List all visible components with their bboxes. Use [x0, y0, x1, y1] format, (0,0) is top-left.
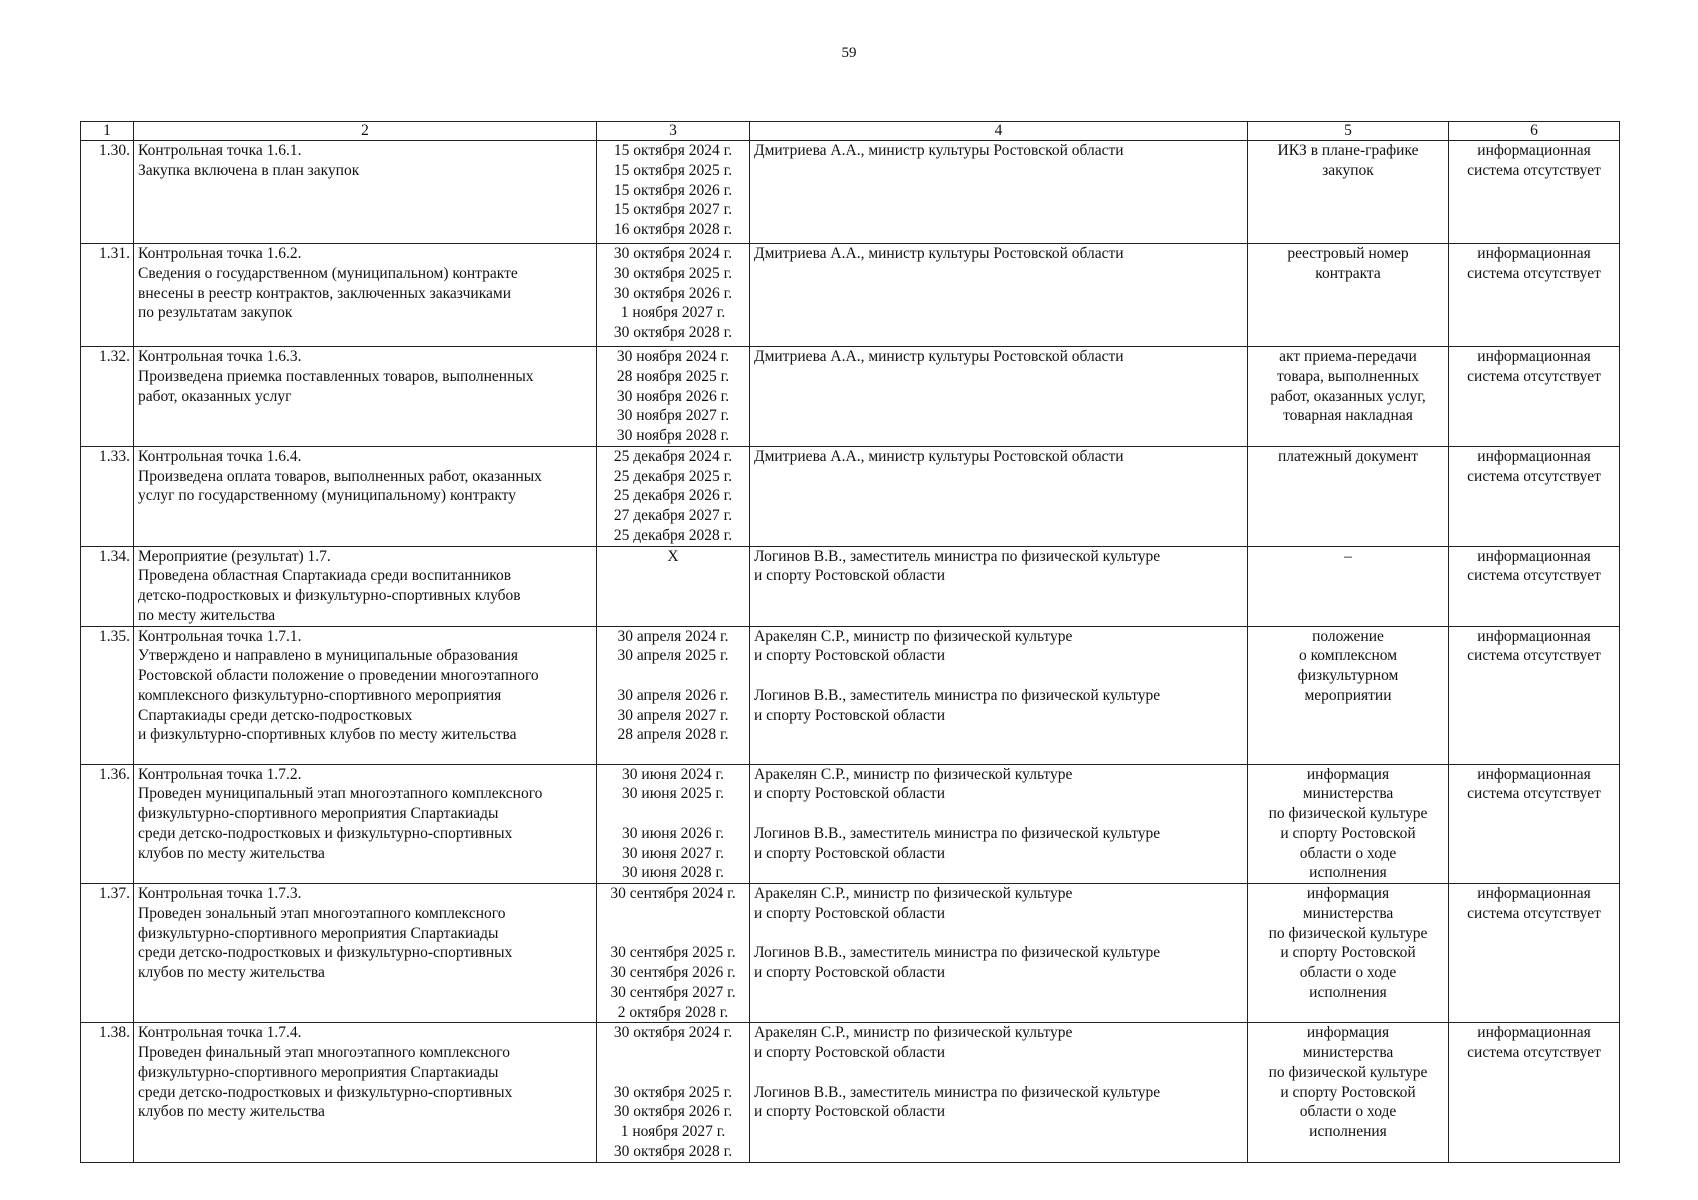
item-description: Закупка включена в план закупок: [138, 161, 360, 179]
item-cell: [134, 141, 597, 244]
item-cell: [134, 244, 597, 347]
information-system: информационная система отсутствует: [1449, 626, 1620, 764]
column-header-2: 2: [134, 122, 597, 141]
confirming-document: информация министерства по физической культуре и спорту Ростовской области о ходе исполнения: [1248, 764, 1449, 884]
information-system: информационная система отсутствует: [1449, 347, 1620, 447]
confirming-document: ИКЗ в плане-графике закупок: [1248, 141, 1449, 244]
row-number: 1.36.: [81, 764, 134, 884]
responsible-person: Дмитриева А.А., министр культуры Ростовской области: [750, 347, 1248, 447]
row-number: 1.37.: [81, 884, 134, 1023]
row-number: 1.35.: [81, 626, 134, 764]
information-system: информационная система отсутствует: [1449, 244, 1620, 347]
item-title: Контрольная точка 1.6.4.: [138, 447, 302, 465]
deadline-dates: 30 ноября 2024 г. 28 ноября 2025 г. 30 ноября 2026 г. 30 ноября 2027 г. 30 ноября 2028 г.: [597, 347, 750, 447]
deadline-dates: 30 июня 2024 г. 30 июня 2025 г. 30 июня 2026 г. 30 июня 2027 г. 30 июня 2028 г.: [597, 764, 750, 884]
responsible-person: Дмитриева А.А., министр культуры Ростовской области: [750, 141, 1248, 244]
table-row: [81, 347, 1620, 447]
item-title: Контрольная точка 1.6.3.: [138, 348, 302, 365]
item-cell: [134, 446, 597, 546]
item-cell: [134, 764, 597, 884]
row-number: 1.33.: [81, 446, 134, 546]
responsible-person: Аракелян С.Р., министр по физической культуре и спорту Ростовской области Логинов В.В., заместитель министра по физической культуре и спорту Ростовской области: [750, 764, 1248, 884]
responsible-person: Аракелян С.Р., министр по физической культуре и спорту Ростовской области Логинов В.В., заместитель министра по физической культуре и спорту Ростовской области: [750, 884, 1248, 1023]
item-cell: [134, 626, 597, 764]
item-title: Контрольная точка 1.6.2.: [138, 245, 302, 262]
item-title: Контрольная точка 1.7.4.: [138, 1024, 302, 1042]
table-row: [81, 884, 1620, 1023]
item-description: Произведена оплата товаров, выполненных работ, оказанных услуг по государственному (муниципальному) контракту: [138, 467, 542, 505]
confirming-document: акт приема-передачи товара, выполненных работ, оказанных услуг, товарная накладная: [1248, 347, 1449, 447]
table-row: [81, 1023, 1620, 1162]
item-cell: [134, 884, 597, 1023]
item-description: Произведена приемка поставленных товаров, выполненных работ, оказанных услуг: [138, 367, 534, 405]
item-cell: [134, 546, 597, 626]
column-header-5: 5: [1248, 122, 1449, 141]
confirming-document: информация министерства по физической культуре и спорту Ростовской области о ходе исполнения: [1248, 1023, 1449, 1162]
confirming-document: платежный документ: [1248, 446, 1449, 546]
deadline-dates: 30 октября 2024 г. 30 октября 2025 г. 30 октября 2026 г. 1 ноября 2027 г. 30 октября 2028 г.: [597, 1023, 750, 1162]
responsible-person: Аракелян С.Р., министр по физической культуре и спорту Ростовской области Логинов В.В., заместитель министра по физической культуре и спорту Ростовской области: [750, 626, 1248, 764]
information-system: информационная система отсутствует: [1449, 141, 1620, 244]
table-row: [81, 141, 1620, 244]
item-description: Сведения о государственном (муниципальном) контракте внесены в реестр контрактов, заключенных заказчиками по результатам закупок: [138, 264, 518, 322]
information-system: информационная система отсутствует: [1449, 446, 1620, 546]
confirming-document: положение о комплексном физкультурном мероприятии: [1248, 626, 1449, 764]
information-system: информационная система отсутствует: [1449, 546, 1620, 626]
table-row: [81, 764, 1620, 884]
item-description: Утверждено и направлено в муниципальные образования Ростовской области положение о проведении многоэтапного комплексного физкультурно-спортивного мероприятия Спартакиады среди детско-подростковых и физкультурно-спортивных клубов по месту жительства: [138, 647, 539, 744]
item-description: Проведен зональный этап многоэтапного комплексного физкультурно-спортивного мероприятия Спартакиады среди детско-подростковых и физкультурно-спортивных клубов по месту жительства: [138, 904, 513, 981]
deadline-dates: 30 апреля 2024 г. 30 апреля 2025 г. 30 апреля 2026 г. 30 апреля 2027 г. 28 апреля 2028 г.: [597, 626, 750, 764]
responsible-person: Аракелян С.Р., министр по физической культуре и спорту Ростовской области Логинов В.В., заместитель министра по физической культуре и спорту Ростовской области: [750, 1023, 1248, 1162]
item-title: Контрольная точка 1.7.1.: [138, 627, 302, 645]
confirming-document: реестровый номер контракта: [1248, 244, 1449, 347]
row-number: 1.30.: [81, 141, 134, 244]
item-description: Проведен финальный этап многоэтапного комплексного физкультурно-спортивного мероприятия Спартакиады среди детско-подростковых и физкультурно-спортивных клубов по месту жительства: [138, 1044, 513, 1121]
table-row: [81, 546, 1620, 626]
table-row: [81, 626, 1620, 764]
information-system: информационная система отсутствует: [1449, 884, 1620, 1023]
information-system: информационная система отсутствует: [1449, 764, 1620, 884]
row-number: 1.31.: [81, 244, 134, 347]
item-title: Контрольная точка 1.7.2.: [138, 765, 302, 783]
responsible-person: Логинов В.В., заместитель министра по физической культуре и спорту Ростовской области: [750, 546, 1248, 626]
column-header-3: 3: [597, 122, 750, 141]
deadline-dates: 30 октября 2024 г. 30 октября 2025 г. 30 октября 2026 г. 1 ноября 2027 г. 30 октября 2028 г.: [597, 244, 750, 347]
table-row: [81, 244, 1620, 347]
responsible-person: Дмитриева А.А., министр культуры Ростовской области: [750, 244, 1248, 347]
deadline-dates: 30 сентября 2024 г. 30 сентября 2025 г. 30 сентября 2026 г. 30 сентября 2027 г. 2 октября 2028 г.: [597, 884, 750, 1023]
deadline-dates: Х: [597, 546, 750, 626]
item-title: Контрольная точка 1.6.1.: [138, 142, 302, 159]
page-number: 59: [841, 45, 857, 61]
row-number: 1.38.: [81, 1023, 134, 1162]
item-cell: [134, 1023, 597, 1162]
table-row: [81, 446, 1620, 546]
item-description: Проведена областная Спартакиада среди воспитанников детско-подростковых и физкультурно-спортивных клубов по месту жительства: [138, 567, 521, 624]
deadline-dates: 25 декабря 2024 г. 25 декабря 2025 г. 25 декабря 2026 г. 27 декабря 2027 г. 25 декабря 2028 г.: [597, 446, 750, 546]
column-header-1: 1: [81, 122, 134, 141]
column-header-6: 6: [1449, 122, 1620, 141]
responsible-person: Дмитриева А.А., министр культуры Ростовской области: [750, 446, 1248, 546]
confirming-document: информация министерства по физической культуре и спорту Ростовской области о ходе исполнения: [1248, 884, 1449, 1023]
item-title: Мероприятие (результат) 1.7.: [138, 547, 331, 565]
confirming-document: –: [1248, 546, 1449, 626]
control-points-table: [80, 121, 1620, 1163]
deadline-dates: 15 октября 2024 г. 15 октября 2025 г. 15 октября 2026 г. 15 октября 2027 г. 16 октября 2028 г.: [597, 141, 750, 244]
information-system: информационная система отсутствует: [1449, 1023, 1620, 1162]
row-number: 1.34.: [81, 546, 134, 626]
item-title: Контрольная точка 1.7.3.: [138, 885, 302, 902]
item-description: Проведен муниципальный этап многоэтапного комплексного физкультурно-спортивного мероприятия Спартакиады среди детско-подростковых и физкультурно-спортивных клубов по месту жительства: [138, 785, 543, 862]
item-cell: [134, 347, 597, 447]
column-number-row: [81, 122, 1620, 141]
column-header-4: 4: [750, 122, 1248, 141]
row-number: 1.32.: [81, 347, 134, 447]
